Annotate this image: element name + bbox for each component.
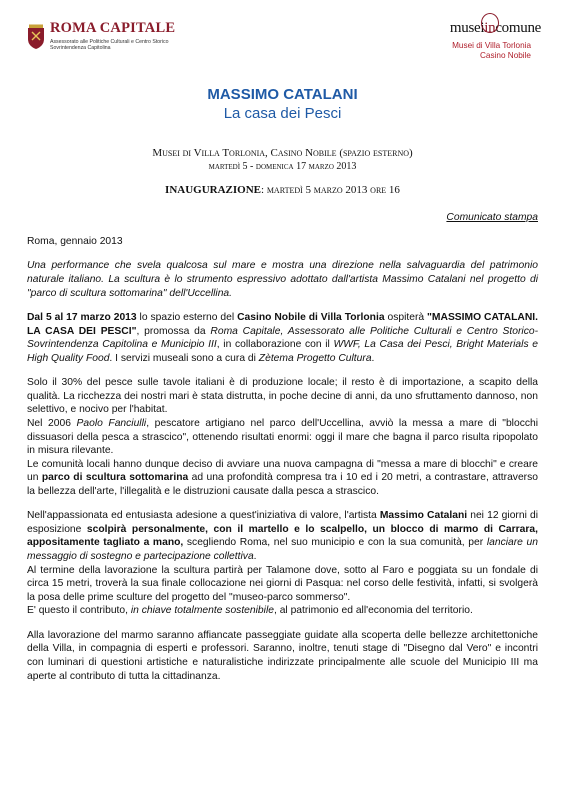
venue-location: Musei di Villa Torlonia, Casino Nobile (spazio esterno) — [152, 147, 413, 159]
roma-capitale-name: ROMA CAPITALE — [50, 20, 176, 36]
artist-paragraph: Nell'appassionata ed entusiasta adesione a quest'iniziativa di valore, l'artista Massimo Catalani nei 12 giorni di esposizione scolpirà personalmente, con il martello e lo scalpello, un blocco di marmo di Carrara, appositamente tagliato a mano, scegliendo Roma, nel suo municipio e con la sua comunità, per lanciare un messaggio di sostegno e partecipazione collettiva. — [27, 510, 538, 563]
inauguration-label: INAUGURAZIONE — [165, 184, 262, 196]
artist-name: MASSIMO CATALANI — [207, 86, 358, 103]
press-release-label: Comunicato stampa — [446, 212, 538, 223]
inauguration-date: : martedì 5 marzo 2013 ore 16 — [261, 184, 400, 196]
contribution-paragraph: E' questo il contributo, in chiave totalmente sostenibile, al patrimonio ed all'economia del territorio. — [27, 605, 473, 617]
talamone-paragraph: Al termine della lavorazione la scultura partirà per Talamone dove, sotto al Faro e poggiata su un fondale di circa 15 metri, troverà la sua finale collocazione nei giorni di Pasqua: nel corso delle festività, infatti, si svolgerà la posa delle prime sculture del progetto del "museo-parco sommerso". — [27, 564, 538, 603]
exhibition-subtitle: La casa dei Pesci — [223, 105, 342, 122]
roma-crest-icon — [26, 24, 46, 50]
announcement-paragraph: Dal 5 al 17 marzo 2013 lo spazio esterno del Casino Nobile di Villa Torlonia ospiterà "MASSIMO CATALANI. LA CASA DEI PESCI", promossa da Roma Capitale, Assessorato alle Politiche Culturali e Centro Storico-Sovrintendenza Capitolina e Municipio III, in collaborazione con il WWF, La Casa dei Pesci, Bright Materials e High Quality Food. I servizi museali sono a cura di Zètema Progetto Cultura. — [27, 311, 538, 364]
musei-in-comune-wordmark: museiincomune — [449, 20, 541, 36]
museum-location: Musei di Villa Torlonia Casino Nobile — [452, 40, 531, 60]
venue-info — [0, 146, 565, 174]
intro-paragraph: Una performance che svela qualcosa sul mare e mostra una direzione nella salvaguardia del patrimonio naturale italiano. La scultura è lo strumento espressivo adottato dall'artista Massimo Catalani nel progetto di "parco di scultura sottomarina" dell'Uccellina. — [27, 260, 538, 299]
activities-paragraph: Alla lavorazione del marmo saranno affiancate passeggiate guidate alla scoperta delle bellezze architettoniche della Villa, in compagnia di esperti e professori. Saranno, inoltre, tenuti stage di "Disegno dal Vero" e incontri con luminari di questioni artistiche e naturalistiche indirizzate principalmente alle scuole del Municipio III ma aperte al contributo di tutta la cittadinanza. — [27, 629, 538, 682]
venue-dates: martedì 5 - domenica 17 marzo 2013 — [208, 161, 357, 172]
dateline: Roma, gennaio 2013 — [27, 236, 123, 247]
inauguration-line — [0, 184, 565, 198]
musei-in-comune-logo — [401, 22, 541, 61]
fishing-paragraph: Solo il 30% del pesce sulle tavole italiani è di produzione locale; il resto è di importazione, a scapito della qualità. La ricchezza dei nostri mari è stata distrutta, in poche decine di anni, da uno sfruttamento dannoso, non selettivo, e nocivo per l'habitat. — [27, 377, 538, 416]
fanciulli-paragraph: Nel 2006 Paolo Fanciulli, pescatore artigiano nel parco dell'Uccellina, avviò la messa a mare di "blocchi dissuasori della pesca a strascico", ottenendo risultati enormi: oggi il mare che bagna il parco risulta ripopolato in misura rilevante. — [27, 417, 539, 457]
campaign-paragraph: Le comunità locali hanno dunque deciso di avviare una nuova campagna di "messa a mare di blocchi" e creare un parco di scultura sottomarina ad una profondità compresa tra i 10 ed i 20 metri, a contrastare, attraverso la bellezza dell'arte, l'illegalità e le distruzioni causate dalla pesca a strascico. — [27, 458, 538, 497]
exhibition-title — [0, 85, 565, 123]
press-release-body — [27, 235, 538, 694]
roma-capitale-subtitle: Assessorato alle Politiche Culturali e Centro Storico Sovrintendenza Capitolina — [50, 39, 169, 52]
